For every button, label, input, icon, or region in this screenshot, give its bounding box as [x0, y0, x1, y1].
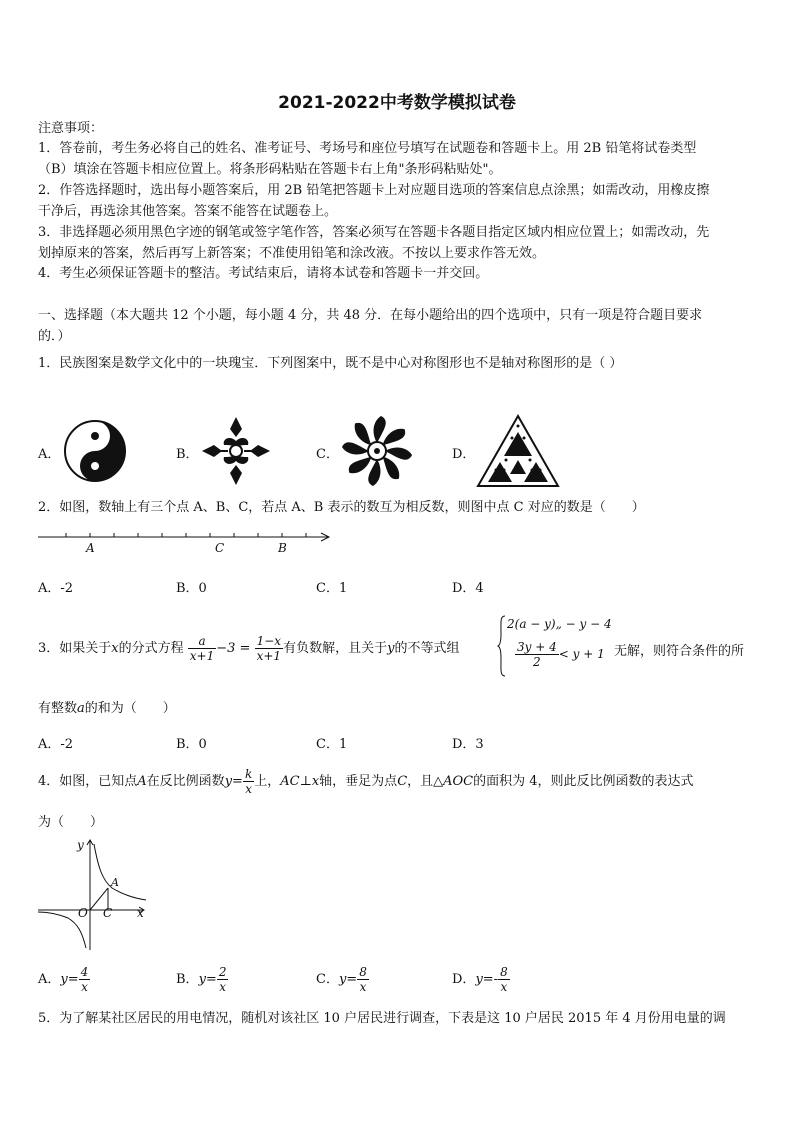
- point-b-label: B: [278, 541, 287, 555]
- q4-option-a: A．y= $\frac{4}{x}$: [38, 965, 89, 994]
- q1-option-a-label: A．: [38, 447, 61, 462]
- notice-line: 2．作答选择题时，选出每小题答案后，用 2B 铅笔把答题卡上对应题目选项的答案信息点涂黑；如需改动，用橡皮擦: [38, 183, 710, 198]
- notice-heading: 注意事项：: [38, 121, 104, 136]
- yin-yang-pattern: [62, 418, 128, 484]
- notice-line: 干净后，再选涂其他答案。答案不能答在试题卷上。: [38, 204, 338, 219]
- point-a-label: A: [86, 541, 95, 555]
- question-3-stem: 3．如果关于x的分式方程 $\frac{a}{x+1}$ −3 = $\frac{1-x}{x+1}$ 有负数解，且关于y的不等式组: [38, 634, 460, 663]
- pinwheel-flower-pattern: [340, 414, 414, 488]
- notice-line: 4．考生必须保证答题卡的整洁。考试结束后，请将本试卷和答题卡一并交回。: [38, 266, 489, 281]
- q2-option-a: A．-2: [38, 581, 74, 596]
- question-4-stem-line2: 为（ ）: [38, 815, 104, 830]
- graph-point-c-label: C: [103, 906, 113, 920]
- inverse-function-graph: [36, 836, 152, 952]
- q2-option-d: D．4: [452, 581, 484, 596]
- q2-option-c: C．1: [316, 581, 348, 596]
- floral-cross-pattern: [200, 415, 272, 487]
- q4-option-b: B．y= $\frac{2}{x}$: [176, 965, 227, 994]
- graph-x-label: x: [137, 906, 144, 920]
- q3-option-b: B．0: [176, 737, 207, 752]
- question-3-stem-end: 无解，则符合条件的所: [614, 644, 745, 659]
- system-brace: [497, 614, 507, 678]
- question-1-stem: 1．民族图案是数学文化中的一块瑰宝．下列图案中，既不是中心对称图形也不是轴对称图形的是（ ）: [38, 356, 623, 371]
- q3-option-d: D．3: [452, 737, 484, 752]
- inequality-2: $\frac{3y + 4}{2}$ < y + 1: [517, 640, 605, 669]
- page-title: 2021-2022中考数学模拟试卷: [278, 93, 516, 113]
- notice-line: （B）填涂在答题卡相应位置上。将条形码粘贴在答题卡右上角"条形码粘贴处"。: [38, 162, 502, 177]
- q1-option-d-label: D．: [452, 447, 476, 462]
- graph-y-label: y: [77, 838, 84, 852]
- notice-line: 划掉原来的答案，然后再写上新答案；不准使用铅笔和涂改液。不按以上要求作答无效。: [38, 246, 546, 261]
- section-heading-cont: 的．）: [38, 329, 71, 344]
- q4-option-c: C．y= $\frac{8}{x}$: [316, 965, 367, 994]
- q1-option-b-label: B．: [176, 447, 199, 462]
- q2-option-b: B．0: [176, 581, 207, 596]
- question-5-stem: 5．为了解某社区居民的用电情况，随机对该社区 10 户居民进行调查，下表是这 10 户居民 2015 年 4 月份用电量的调: [38, 1011, 726, 1026]
- notice-line: 3．非选择题必须用黑色字迹的钢笔或签字笔作答，答案必须写在答题卡各题目指定区域内相应位置上；如需改动，先: [38, 225, 710, 240]
- point-c-label: C: [215, 541, 225, 555]
- number-line-figure: [36, 526, 336, 556]
- q3-option-a: A．-2: [38, 737, 74, 752]
- question-2-stem: 2．如图，数轴上有三个点 A、B、C，若点 A、B 表示的数互为相反数，则图中点 C 对应的数是（ ）: [38, 500, 645, 515]
- q1-option-c-label: C．: [316, 447, 339, 462]
- q4-option-d: D．y=- $\frac{8}{x}$: [452, 965, 508, 994]
- graph-origin-label: O: [78, 906, 88, 920]
- question-4-stem: 4．如图，已知点A在反比例函数y= $\frac{k}{x}$ 上，AC⊥x轴，垂足为点C，且△AOC的面积为 4，则此反比例函数的表达式: [38, 767, 694, 796]
- fraction-a-over-x-plus-1: $\frac{a}{x+1}$: [189, 634, 215, 663]
- q3-option-c: C．1: [316, 737, 348, 752]
- fraction-1-minus-x: $\frac{1-x}{x+1}$: [256, 634, 282, 663]
- question-3-stem-line2: 有整数a的和为（ ）: [38, 701, 176, 716]
- notice-line: 1．答卷前，考生务必将自己的姓名、准考证号、考场号和座位号填写在试题卷和答题卡上。用 2B 铅笔将试卷类型: [38, 141, 697, 156]
- sierpinski-triangle-pattern: [476, 414, 560, 488]
- inequality-1: 2(a − y)„ − y − 4: [507, 617, 612, 631]
- section-heading: 一、选择题（本大题共 12 个小题，每小题 4 分，共 48 分．在每小题给出的四个选项中，只有一项是符合题目要求: [38, 308, 703, 323]
- graph-point-a-label: A: [111, 876, 119, 889]
